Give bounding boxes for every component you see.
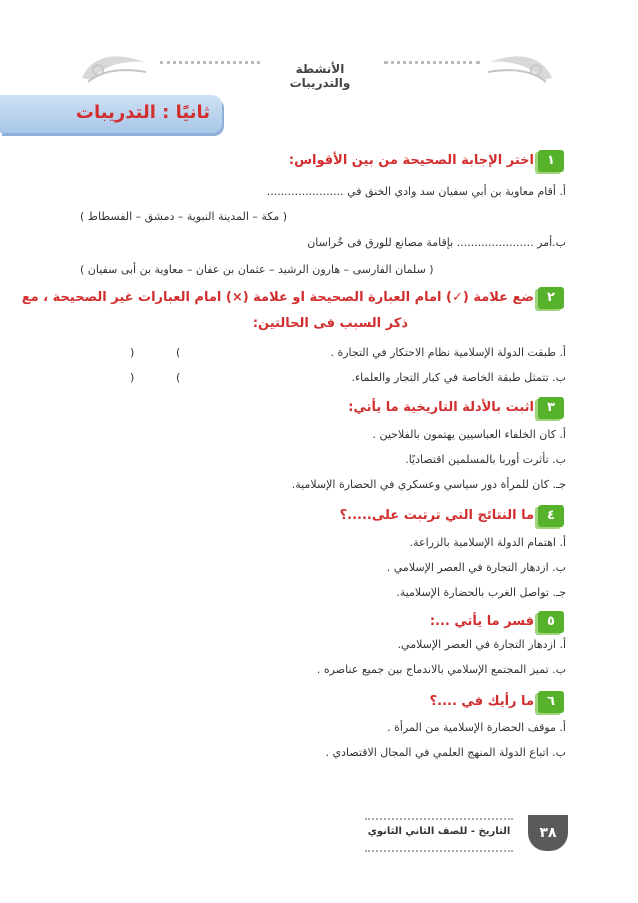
header-title: الأنشطة والتدريبات bbox=[289, 62, 351, 90]
answer-paren-close-b: ) bbox=[130, 371, 135, 384]
question-1-line-b: ب.أمر ...................... بإقامة مصانع للورق فى خُراسان bbox=[307, 236, 566, 249]
header-dots-left bbox=[160, 61, 260, 74]
question-title-4: ما النتائج التي ترتبت على.....؟ bbox=[339, 508, 534, 523]
header-dots-right bbox=[384, 61, 480, 74]
question-2-line-a: أ. طبقت الدولة الإسلامية نظام الاحتكار في التجارة . bbox=[330, 346, 566, 359]
question-title-3: اثبت بالأدلة التاريخية ما يأتي: bbox=[348, 400, 534, 415]
answer-paren-open-a: ( bbox=[176, 346, 181, 359]
question-title-1: اختر الإجابة الصحيحة من بين الأقواس: bbox=[288, 153, 534, 168]
question-number-3: ٣ bbox=[538, 397, 564, 419]
question-5-line-b: ب. تميز المجتمع الإسلامي بالاندماج بين جميع عناصره . bbox=[316, 663, 566, 676]
question-title-6: ما رأيك في ....؟ bbox=[429, 694, 534, 709]
question-6-line-a: أ. موقف الحضارة الإسلامية من المرأة . bbox=[387, 721, 566, 734]
question-number-5: ٥ bbox=[538, 611, 564, 633]
footer-title: التاريخ - للصف الثاني الثانوي bbox=[367, 826, 511, 837]
header-ornament-right bbox=[484, 48, 556, 88]
question-3-line-c: جـ. كان للمرأة دور سياسي وعسكري في الحضارة الإسلامية. bbox=[291, 478, 566, 491]
question-3-line-b: ب. تأثرت أوربا بالمسلمين اقتصاديًا. bbox=[405, 453, 566, 466]
question-2-line-b: ب. تتمثل طبقة الخاصة في كبار التجار والعلماء. bbox=[351, 371, 566, 384]
question-4-line-b: ب. ازدهار التجارة في العصر الإسلامي . bbox=[386, 561, 566, 574]
question-4-line-c: جـ. تواصل الغرب بالحضارة الإسلامية. bbox=[396, 586, 566, 599]
question-number-6: ٦ bbox=[538, 691, 564, 713]
question-title-5: فسر ما يأتي ...: bbox=[429, 614, 534, 629]
header-ornament-left bbox=[78, 48, 150, 88]
question-number-1: ١ bbox=[538, 150, 564, 172]
section-title: ثانيًا : التدريبات bbox=[75, 102, 210, 123]
question-1-line-a: أ. أقام معاوية بن أبي سفيان سد وادي الخنق في ...................... bbox=[266, 185, 566, 198]
question-number-2: ٢ bbox=[538, 287, 564, 309]
answer-paren-close-a: ) bbox=[130, 346, 135, 359]
question-1-options-b: ( سلمان الفارسى – هارون الرشيد – عثمان بن عفان – معاوية بن أبى سفيان ) bbox=[80, 263, 434, 276]
question-title-2: ضع علامة (✓) امام العبارة الصحيحة او علامة (×) امام العبارات غير الصحيحة ، مع bbox=[21, 290, 534, 305]
question-4-line-a: أ. اهتمام الدولة الإسلامية بالزراعة. bbox=[409, 536, 566, 549]
question-2-subtitle: ذكر السبب فى الحالتين: bbox=[252, 316, 408, 331]
question-5-line-a: أ. ازدهار التجارة في العصر الإسلامي. bbox=[397, 638, 566, 651]
question-1-options-a: ( مكة – المدينة النبوية – دمشق – الفسطاط ) bbox=[80, 210, 288, 223]
answer-paren-open-b: ( bbox=[176, 371, 181, 384]
question-3-line-a: أ. كان الخلفاء العباسيين يهتمون بالفلاحين . bbox=[372, 428, 566, 441]
page-number: ٣٨ bbox=[528, 815, 568, 851]
question-6-line-b: ب. اتباع الدولة المنهج العلمي في المجال الاقتصادي . bbox=[325, 746, 566, 759]
question-number-4: ٤ bbox=[538, 505, 564, 527]
